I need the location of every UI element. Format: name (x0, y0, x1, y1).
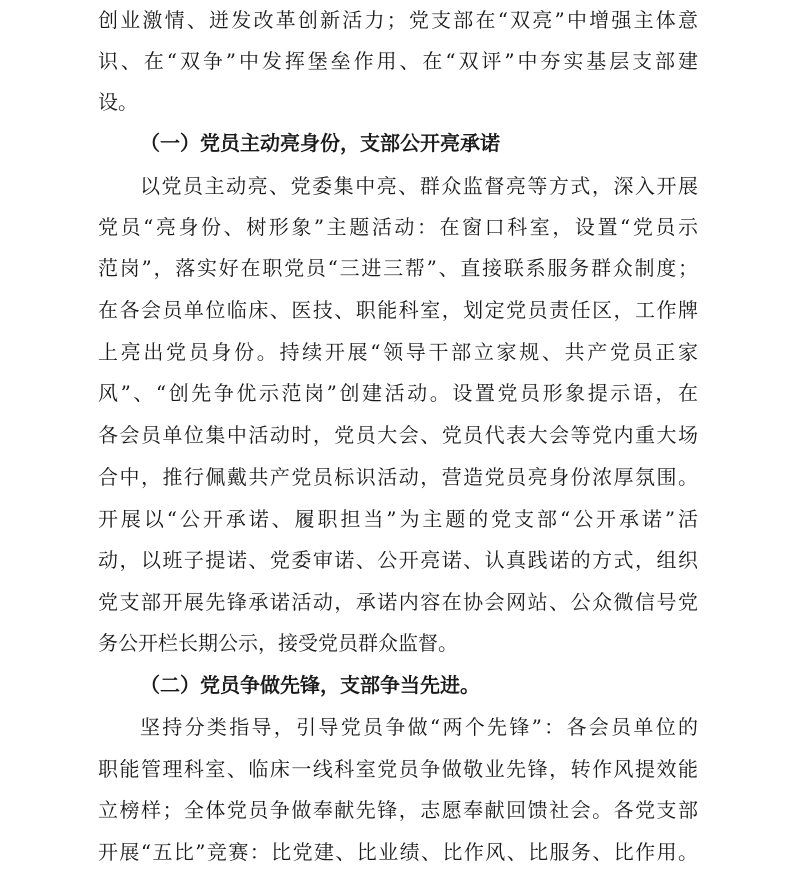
paragraph-line: 职能管理科室、临床一线科室党员争做敬业先锋，转作风提效能 (98, 757, 698, 781)
paragraph-line: 动，以班子提诺、党委审诺、公开亮诺、认真践诺的方式，组织 (98, 548, 698, 572)
paragraph-line: 坚持分类指导，引导党员争做“两个先锋”：各会员单位的 (140, 715, 698, 739)
section-heading-2: （二）党员争做先锋，支部争当先进。 (140, 673, 480, 697)
paragraph-line: 识、在“双争”中发挥堡垒作用、在“双评”中夯实基层支部建 (98, 49, 698, 73)
paragraph-line: 创业激情、迸发改革创新活力；党支部在“双亮”中增强主体意 (98, 8, 698, 32)
paragraph-line: 合中，推行佩戴共产党员标识活动，营造党员亮身份浓厚氛围。 (98, 465, 698, 489)
section-heading-1: （一）党员主动亮身份，支部公开亮承诺 (140, 131, 500, 155)
paragraph-line: 开展以“公开承诺、履职担当”为主题的党支部“公开承诺”活 (98, 507, 698, 531)
paragraph-line: 风”、“创先争优示范岗”创建活动。设置党员形象提示语，在 (98, 381, 698, 405)
paragraph-line: 党支部开展先锋承诺活动，承诺内容在协会网站、公众微信号党 (98, 590, 698, 614)
paragraph-line: 立榜样；全体党员争做奉献先锋，志愿奉献回馈社会。各党支部 (98, 798, 698, 822)
paragraph-line: 范岗”，落实好在职党员“三进三帮”、直接联系服务群众制度； (98, 256, 698, 280)
paragraph-line: 上亮出党员身份。持续开展“领导干部立家规、共产党员正家 (98, 340, 698, 364)
paragraph-line: 开展“五比”竞赛：比党建、比业绩、比作风、比服务、比作用。 (98, 840, 698, 864)
paragraph-line: 在各会员单位临床、医技、职能科室，划定党员责任区，工作牌 (98, 298, 698, 322)
paragraph-line: 党员“亮身份、树形象”主题活动：在窗口科室，设置“党员示 (98, 215, 698, 239)
paragraph-line: 各会员单位集中活动时，党员大会、党员代表大会等党内重大场 (98, 423, 698, 447)
paragraph-line: 以党员主动亮、党委集中亮、群众监督亮等方式，深入开展 (140, 174, 698, 198)
paragraph-line: 务公开栏长期公示，接受党员群众监督。 (98, 631, 458, 655)
paragraph-line: 设。 (98, 90, 138, 114)
